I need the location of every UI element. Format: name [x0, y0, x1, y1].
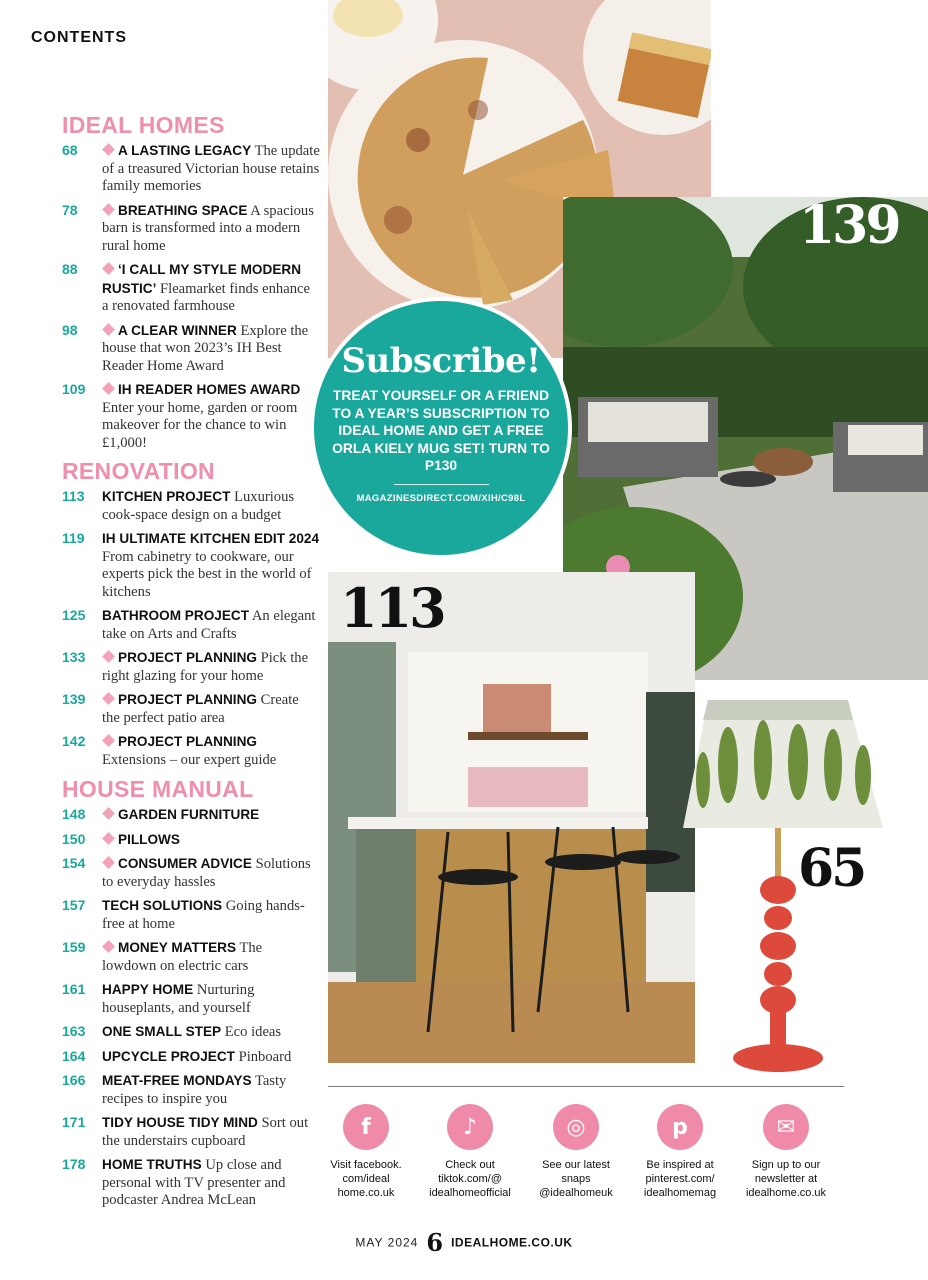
pinterest-icon[interactable] [657, 1104, 703, 1150]
kitchen-page-number: 113 [340, 576, 444, 640]
toc-entry-title: TECH SOLUTIONS [102, 898, 223, 913]
social-link-facebook[interactable] [316, 1104, 416, 1200]
toc-entry-description: Up close and personal with TV presenter and podcaster Andrea McLean [102, 1157, 286, 1208]
patio-page-number: 139 [799, 197, 899, 256]
toc-page-number: 98 [62, 321, 78, 338]
toc-page-number: 150 [62, 830, 86, 847]
toc-page-number: 133 [62, 649, 86, 665]
toc-entry-title: A CLEAR WINNER [118, 322, 237, 338]
toc-entry-description: A spacious barn is transformed into a modern rural home [102, 202, 314, 254]
toc-entry[interactable] [62, 831, 320, 850]
diamond-icon [102, 323, 115, 336]
toc-entry-description: Going hands-free at home [102, 898, 305, 932]
toc-entry[interactable] [62, 897, 320, 933]
toc-entry-title: GARDEN FURNITURE [118, 807, 260, 822]
diamond-icon [102, 143, 115, 156]
diamond-icon [102, 807, 115, 820]
instagram-icon[interactable] [553, 1104, 599, 1150]
toc-page-number: 148 [62, 806, 86, 822]
toc-page-number: 68 [62, 142, 78, 158]
website-link[interactable]: IDEALHOME.CO.UK [451, 1235, 573, 1250]
toc-page-number: 109 [62, 381, 86, 397]
diamond-icon [102, 650, 115, 663]
toc-entry-description: Pinboard [238, 1048, 292, 1065]
toc-entry[interactable] [62, 1114, 320, 1150]
toc-entry[interactable] [62, 1048, 320, 1067]
toc-entry-description: From cabinetry to cookware, our experts pick the best in the world of kitchens [102, 548, 312, 600]
toc-entry[interactable] [62, 607, 320, 643]
toc-entry[interactable] [62, 142, 320, 196]
social-caption: Be inspired at pinterest.com/ idealhomemag [643, 1159, 717, 1199]
toc-entry-description: Fleamarket finds enhance a renovated farmhouse [102, 280, 310, 314]
section-renovation [62, 458, 320, 775]
social-caption: Visit facebook. com/ideal home.co.uk [330, 1159, 402, 1199]
diamond-icon [102, 203, 115, 216]
toc-entry-title: TIDY HOUSE TIDY MIND [102, 1115, 258, 1130]
toc-page-number: 113 [62, 488, 85, 504]
icon-glyph: p [672, 1114, 688, 1140]
toc-entry[interactable] [62, 649, 320, 685]
toc-entry-description: The lowdown on electric cars [102, 940, 263, 974]
toc-entry-title: MONEY MATTERS [118, 940, 237, 955]
diamond-icon [102, 832, 115, 845]
kitchen-photo[interactable] [328, 572, 695, 1063]
toc-entry-description: Luxurious cook-space design on a budget [102, 489, 295, 523]
toc-entry[interactable] [62, 381, 320, 452]
social-link-instagram[interactable] [526, 1104, 626, 1200]
toc-entry[interactable] [62, 202, 320, 256]
toc-page-number: 178 [62, 1156, 86, 1172]
icon-glyph: ◎ [566, 1114, 586, 1140]
toc-entry[interactable] [62, 1156, 320, 1210]
toc-entry[interactable] [62, 981, 320, 1017]
lamp-page-number: 65 [798, 838, 865, 899]
toc-page-number: 164 [62, 1047, 86, 1064]
social-caption: Sign up to our newsletter at idealhome.co.uk [745, 1159, 827, 1199]
toc-entry-description: Sort out the understairs cupboard [102, 1115, 309, 1149]
diamond-icon [102, 856, 115, 869]
toc-page-number: 171 [62, 1114, 86, 1130]
toc-entry-title: BREATHING SPACE [118, 202, 248, 218]
subscribe-link[interactable]: MAGAZINESDIRECT.COM/XIH/C98L [356, 492, 526, 504]
toc-entry-description: Tasty recipes to inspire you [102, 1073, 287, 1107]
toc-page-number: 163 [62, 1023, 86, 1039]
facebook-icon[interactable] [343, 1104, 389, 1150]
diamond-icon [102, 262, 115, 275]
toc-entry-description: The update of a treasured Victorian house retains family memories [102, 143, 320, 194]
toc-page-number: 154 [62, 855, 86, 871]
diamond-icon [102, 692, 115, 705]
toc-page-number: 139 [62, 691, 86, 707]
diamond-icon [102, 734, 115, 747]
toc-entry-description: Eco ideas [224, 1024, 282, 1040]
toc-entry-title: CONSUMER ADVICE [118, 856, 252, 871]
page-number: 6 [426, 1228, 444, 1257]
toc-page-number: 159 [62, 939, 86, 955]
toc-page-number: 125 [62, 607, 86, 623]
toc-entry-description: Enter your home, garden or room makeover for the chance to win £1,000! [102, 399, 298, 451]
section-house-manual [62, 776, 320, 1216]
toc-entry-title: MEAT-FREE MONDAYS [102, 1073, 252, 1088]
lamp-photo[interactable] [683, 690, 893, 1080]
toc-entry[interactable] [62, 806, 320, 825]
toc-page-number: 88 [62, 261, 78, 277]
subscribe-divider [394, 484, 489, 485]
toc-entry-title: A LASTING LEGACY [118, 143, 252, 158]
kitchen-illustration [328, 572, 695, 1063]
section-title: RENOVATION [62, 458, 215, 484]
toc-entry[interactable] [62, 322, 320, 376]
diamond-icon [102, 382, 115, 395]
section-title: HOUSE MANUAL [62, 776, 254, 802]
toc-entry-title: PROJECT PLANNING [118, 692, 257, 707]
toc-page-number: 78 [62, 201, 78, 218]
issue-date: MAY 2024 [355, 1235, 419, 1250]
toc-page-number: 142 [62, 733, 86, 749]
section-title: IDEAL HOMES [62, 112, 225, 138]
toc-entry-title: HAPPY HOME [102, 982, 194, 997]
toc-page-number: 119 [62, 530, 85, 546]
social-link-tiktok[interactable] [420, 1104, 520, 1200]
toc-entry-description: Create the perfect patio area [102, 692, 299, 726]
toc-entry-title: ‘I CALL MY STYLE MODERN RUSTIC’ [102, 262, 302, 296]
social-link-email[interactable] [736, 1104, 836, 1200]
toc-entry-title: IH ULTIMATE KITCHEN EDIT 2024 [102, 531, 320, 546]
toc-entry-description: Solutions to everyday hassles [102, 856, 311, 890]
toc-entry-description: An elegant take on Arts and Crafts [102, 608, 316, 642]
toc-entry-title: BATHROOM PROJECT [102, 608, 250, 623]
toc-page-number: 161 [62, 981, 86, 997]
toc-entry-title: HOME TRUTHS [102, 1157, 202, 1172]
tiktok-icon[interactable] [447, 1104, 493, 1150]
toc-entry-description: Explore the house that won 2023’s IH Best Reader Home Award [102, 322, 309, 374]
toc-page-number: 166 [62, 1072, 86, 1088]
toc-entry[interactable] [62, 1023, 320, 1042]
toc-entry-description: Extensions – our expert guide [102, 751, 277, 768]
toc-entry-description: Nurturing houseplants, and yourself [102, 982, 255, 1016]
subscribe-offer: TREAT YOURSELF OR A FRIEND TO A YEAR’S SUBSCRIPTION TO IDEAL HOME AND GET A FREE ORLA KIELY MUG SET! TURN TO P130 [332, 388, 550, 473]
toc-entry-title: KITCHEN PROJECT [102, 489, 231, 504]
toc-entry[interactable] [62, 939, 320, 975]
email-icon[interactable] [763, 1104, 809, 1150]
subscribe-heading: Subscribe! [341, 341, 541, 381]
toc-entry-title: PROJECT PLANNING [118, 650, 257, 665]
toc-page-number: 157 [62, 897, 86, 913]
icon-glyph: ♪ [462, 1114, 478, 1140]
icon-glyph: ✉ [776, 1114, 796, 1140]
icon-glyph: f [361, 1114, 371, 1140]
toc-entry[interactable] [62, 691, 320, 727]
toc-entry[interactable] [62, 530, 320, 601]
subscribe-badge[interactable] [310, 297, 572, 559]
social-caption: Check out tiktok.com/@ idealhomeofficial [429, 1159, 511, 1199]
toc-entry[interactable] [62, 733, 320, 769]
toc-entry-title: PILLOWS [118, 831, 180, 847]
contents-heading: CONTENTS [31, 29, 127, 46]
toc-entry-title: UPCYCLE PROJECT [102, 1048, 235, 1064]
diamond-icon [102, 940, 115, 953]
social-divider [328, 1086, 844, 1087]
toc-entry-title: IH READER HOMES AWARD [118, 382, 301, 397]
toc-entry[interactable] [62, 488, 320, 524]
toc-entry[interactable] [62, 261, 320, 316]
social-link-pinterest[interactable] [630, 1104, 730, 1200]
page-footer [0, 1228, 928, 1257]
toc-entry-description: Pick the right glazing for your home [102, 650, 309, 684]
toc-entry[interactable] [62, 1072, 320, 1108]
toc-entry-title: PROJECT PLANNING [118, 734, 257, 749]
toc-entry[interactable] [62, 855, 320, 891]
social-caption: See our latest snaps @idealhomeuk [539, 1159, 613, 1199]
section-ideal-homes [62, 112, 320, 458]
toc-entry-title: ONE SMALL STEP [102, 1024, 222, 1039]
